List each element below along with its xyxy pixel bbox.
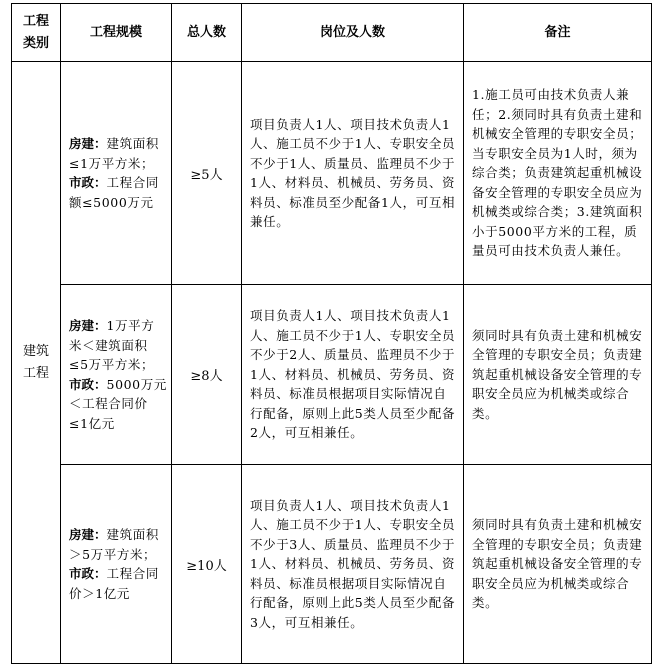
header-row [12, 4, 652, 62]
house-label: 房建： [69, 527, 107, 542]
house-label: 房建： [69, 318, 107, 333]
remarks-cell [464, 285, 652, 465]
house-text: 建筑面积≤1万平方米； [69, 136, 159, 171]
house-label: 房建： [69, 136, 107, 151]
header-remarks: 备注 [464, 4, 652, 62]
header-scale: 工程规模 [61, 4, 172, 62]
category-text: 建筑工程 [22, 343, 49, 381]
positions-cell [242, 62, 464, 285]
header-positions: 岗位及人数 [242, 4, 464, 62]
positions-text: 项目负责人1人、项目技术负责人1人、施工员不少于1人、专职安全员不少于2人、质量员、监理员不少于1人、材料员、机械员、劳务员、资料员、标准员根据项目实际情况自行配备，原则上此5类人员至少配备2人，可互相兼任。 [250, 308, 456, 441]
total-cell [172, 465, 242, 664]
remarks-text: 须同时具有负责土建和机械安全管理的专职安全员；负责建筑起重机械设备安全管理的专职安全员应为机械类或综合类。 [472, 517, 643, 611]
muni-label: 市政： [69, 175, 107, 190]
scale-cell [61, 285, 172, 465]
positions-cell [242, 465, 464, 664]
remarks-text: 1.施工员可由技术负责人兼任；2.须同时具有负责土建和机械安全管理的专职安全员；当专职安全员为1人时，须为综合类；负责建筑起重机械设备安全管理的专职安全员应为机械类或综合类；3.建筑面积小于5000平方米的工程，质量员可由技术负责人兼任。 [472, 87, 643, 259]
scale-cell [61, 465, 172, 664]
muni-text: 工程合同额≤5000万元 [69, 175, 159, 210]
muni-label: 市政： [69, 566, 107, 581]
total-value: ≥8人 [190, 369, 223, 384]
positions-text: 项目负责人1人、项目技术负责人1人、施工员不少于1人、专职安全员不少于3人、质量员、监理员不少于1人、材料员、机械员、劳务员、资料员、标准员根据项目实际情况自行配备，原则上此5类人员至少配备3人，可互相兼任。 [250, 497, 456, 630]
table-row [12, 62, 652, 285]
category-cell [12, 62, 61, 664]
muni-label: 市政： [69, 376, 107, 392]
house-text: 1万平方米＜建筑面积≤5万平方米； [69, 318, 155, 372]
total-cell [172, 285, 242, 465]
house-text: 建筑面积＞5万平方米； [69, 527, 159, 562]
total-value: ≥5人 [190, 167, 223, 183]
positions-text: 项目负责人1人、项目技术负责人1人、施工员不少于1人、专职安全员不少于1人、质量员、监理员不少于1人、材料员、机械员、劳务员、资料员、标准员至少配备1人，可互相兼任。 [250, 116, 456, 229]
total-value: ≥10人 [186, 558, 227, 574]
scale-cell [61, 62, 172, 285]
muni-text: 5000万元＜工程合同价≤1亿元 [69, 376, 167, 431]
header-category: 工程类别 [12, 4, 61, 62]
total-cell [172, 62, 242, 285]
remarks-cell [464, 62, 652, 285]
table-row [12, 285, 652, 465]
header-total: 总人数 [172, 4, 242, 62]
remarks-cell [464, 465, 652, 664]
remarks-text: 须同时具有负责土建和机械安全管理的专职安全员；负责建筑起重机械设备安全管理的专职安全员应为机械类或综合类。 [472, 327, 643, 421]
positions-cell [242, 285, 464, 465]
muni-text: 工程合同价＞1亿元 [69, 566, 159, 601]
table-row [12, 465, 652, 664]
staffing-table [11, 3, 652, 664]
